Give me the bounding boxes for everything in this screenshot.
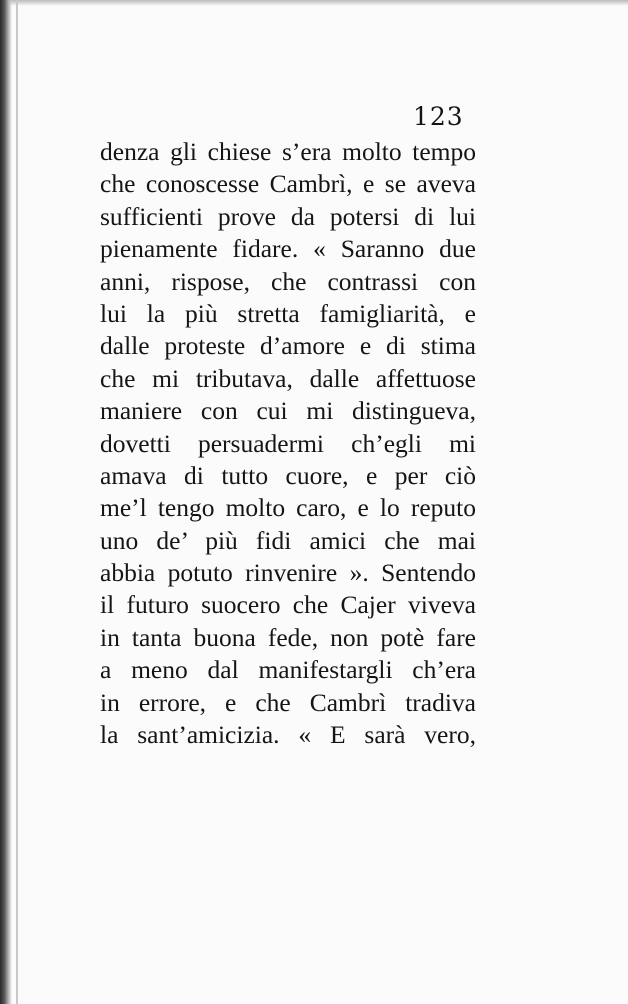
binding-line xyxy=(16,0,18,1004)
text-line: che conoscesse Cambrì, e se aveva xyxy=(100,169,476,199)
text-line: a meno dal manifestargli ch’era xyxy=(100,655,476,685)
text-line: anni, rispose, che contrassi con xyxy=(100,266,476,296)
text-line: me’l tengo molto caro, e lo reputo xyxy=(100,493,476,523)
body-text xyxy=(100,136,476,751)
text-line: maniere con cui mi distingueva, xyxy=(100,396,476,426)
text-line: dovetti persuadermi ch’egli mi xyxy=(100,428,476,458)
text-line: in errore, e che Cambrì tradiva xyxy=(100,687,476,717)
text-line: che mi tributava, dalle affettuose xyxy=(100,363,476,393)
text-line: abbia potuto rinvenire ». Sentendo xyxy=(100,558,476,588)
text-line: in tanta buona fede, non potè fare xyxy=(100,622,476,652)
binding-shadow xyxy=(0,0,12,1004)
text-line: lui la più stretta famigliarità, e xyxy=(100,298,476,328)
page-top-edge xyxy=(0,0,628,6)
text-line: dalle proteste d’amore e di stima xyxy=(100,331,476,361)
text-line: uno de’ più fidi amici che mai xyxy=(100,525,476,555)
text-line: sufficienti prove da potersi di lui xyxy=(100,201,476,231)
text-line: denza gli chiese s’era molto tempo xyxy=(100,137,476,166)
page-number: 123 xyxy=(413,102,464,131)
text-line: la sant’amicizia. « E sarà vero, xyxy=(100,720,476,750)
text-line: amava di tutto cuore, e per ciò xyxy=(100,460,476,490)
text-line: pienamente fidare. « Saranno due xyxy=(100,234,476,264)
text-line: il futuro suocero che Cajer viveva xyxy=(100,590,476,620)
